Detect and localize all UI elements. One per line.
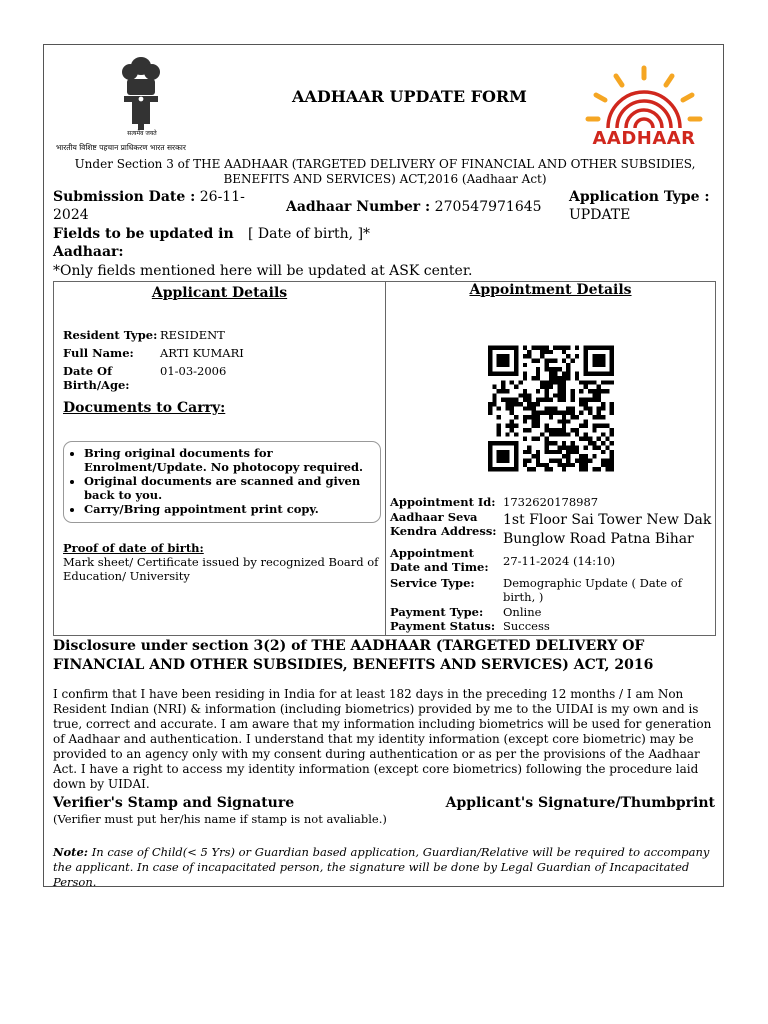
appointment-id-label: Appointment Id: (390, 495, 496, 509)
service-type-value: Demographic Update ( Date of birth, ) (503, 576, 682, 604)
appointment-datetime-value: 27-11-2024 (14:10) (503, 554, 616, 568)
subtitle: Under Section 3 of THE AADHAAR (TARGETED DELIVERY OF FINANCIAL AND OTHER SUBSIDIES, BENEFITS AND SERVICES) ACT,2016 (Aadhaar Act) (74, 157, 696, 186)
documents-list-box (63, 441, 381, 523)
documents-list (66, 446, 374, 516)
documents-item: • Original documents are scanned and given back to you. (84, 474, 374, 502)
payment-status-label: Payment Status: (390, 619, 496, 633)
aadhaar-number-label: Aadhaar Number : (286, 199, 431, 215)
note-text: In case of Child(< 5 Yrs) or Guardian based application, Guardian/Relative will be required to accompany the applicant. In case of incapacitated person, the signature will be done by Legal Guardian of Incapacitated Person. (53, 845, 710, 889)
aadhaar-number-value: 270547971645 (434, 199, 542, 215)
dob-label: Date Of Birth/Age: (63, 364, 130, 392)
emblem-caption: सत्यमेव जयते (127, 130, 157, 137)
payment-status-value: Success (503, 619, 550, 633)
full-name-value: ARTI KUMARI (160, 346, 244, 360)
form-title: AADHAAR UPDATE FORM (292, 87, 527, 106)
disclosure-text: I confirm that I have been residing in India for at least 182 days in the preceding 12 months / I am Non Resident Indian (NRI) & information (including biometrics) provided by me to the UIDAI is my own and is true, correct and accurate. I am aware that my information including biometrics will be used for generation of Aadhaar and authentication. I understand that my identity information (except core biometric) may be provided to an agency only with my consent during authentication or as per the provisions of the Aadhaar Act. I have a right to access my identity information (except core biometrics) following the procedure laid down by UIDAI. (53, 687, 712, 791)
applicant-details-heading: Applicant Details (151, 285, 288, 301)
submission-date-label: Submission Date : (53, 189, 196, 205)
emblem-icon (118, 52, 164, 132)
service-type-label: Service Type: (390, 576, 475, 590)
fields-updated-label: Fields to be updated in Aadhaar: (53, 226, 234, 260)
payment-type-label: Payment Type: (390, 605, 484, 619)
documents-heading: Documents to Carry: (63, 400, 226, 416)
dob-value: 01-03-2006 (160, 364, 227, 378)
proof-heading: Proof of date of birth: (63, 541, 204, 555)
payment-type-value: Online (503, 605, 542, 619)
proof-text: Mark sheet/ Certificate issued by recognized Board of Education/ University (63, 555, 379, 583)
appointment-details-heading: Appointment Details (469, 282, 632, 298)
application-type (569, 188, 719, 224)
disclosure-heading: Disclosure under section 3(2) of THE AADHAAR (TARGETED DELIVERY OF FINANCIAL AND OTHER SUBSIDIES, BENEFITS AND SERVICES) ACT, 2016 (53, 638, 654, 673)
fields-updated-value: [ Date of birth, ]* (248, 226, 371, 242)
authority-name-hindi: भारतीय विशिष्ट पहचान प्राधिकरण भारत सरकार (56, 143, 186, 152)
qr-code (488, 345, 614, 472)
aadhaar-logo (576, 62, 712, 158)
documents-item: • Carry/Bring appointment print copy. (84, 502, 374, 516)
note-label: Note: (53, 845, 89, 859)
full-name-label: Full Name: (63, 346, 134, 360)
appointment-id-value: 1732620178987 (503, 495, 599, 509)
applicant-signature-heading: Applicant's Signature/Thumbprint (445, 795, 715, 811)
kendra-address-label: Aadhaar Seva Kendra Address: (390, 510, 497, 538)
documents-item: • Bring original documents for Enrolment/Update. No photocopy required. (84, 446, 374, 474)
resident-type-label: Resident Type: (63, 328, 158, 342)
resident-type-value: RESIDENT (160, 328, 225, 342)
application-type-value: UPDATE (569, 207, 631, 223)
verifier-note: (Verifier must put her/his name if stamp is not avaliable.) (53, 812, 387, 826)
verifier-heading: Verifier's Stamp and Signature (53, 795, 295, 811)
aadhaar-number (286, 198, 542, 216)
aadhaar-logo-text: AADHAAR (592, 128, 696, 149)
note (53, 845, 717, 890)
fields-note: *Only fields mentioned here will be updated at ASK center. (53, 263, 473, 279)
kendra-address-value: 1st Floor Sai Tower New Dak Bunglow Road Patna Bihar (503, 512, 712, 547)
submission-date-value: 26-11-2024 (53, 189, 245, 223)
submission-date (53, 188, 253, 224)
appointment-datetime-label: Appointment Date and Time: (390, 546, 489, 574)
application-type-label: Application Type : (569, 189, 710, 205)
